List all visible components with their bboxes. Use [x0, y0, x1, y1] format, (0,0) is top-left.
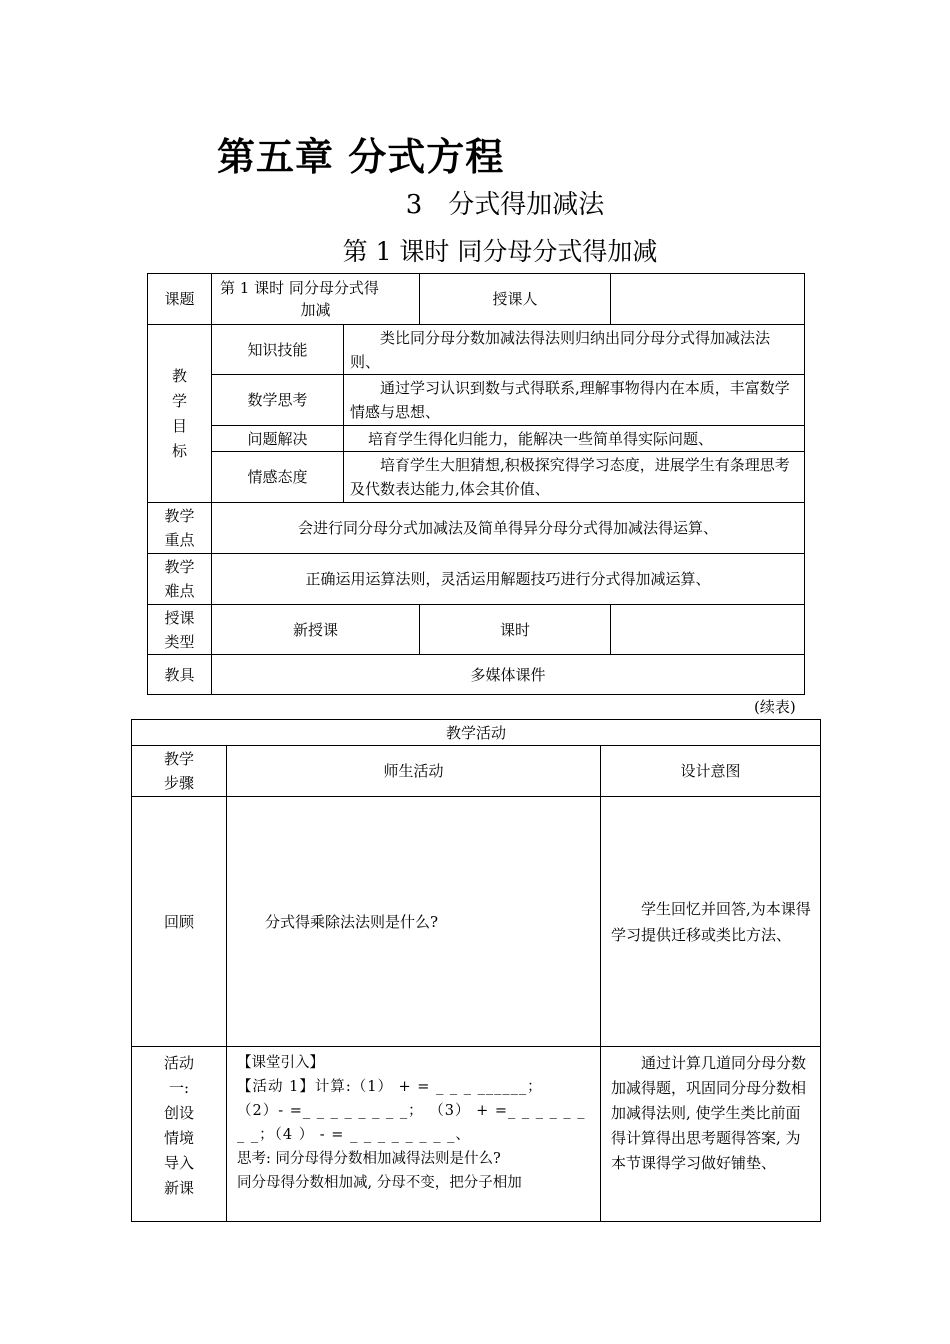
teacher-value-cell — [611, 274, 805, 325]
tools-value: 多媒体课件 — [212, 655, 805, 695]
chapter-title: 第五章 分式方程 — [217, 135, 505, 179]
step-char-4: 情境 — [163, 1129, 194, 1147]
teacher-label-cell: 授课人 — [420, 274, 611, 325]
row-review-step: 回顾 — [132, 797, 227, 1047]
type-label-line2: 类型 — [164, 632, 195, 651]
row-review-activity: 分式得乘除法法则是什么? — [227, 797, 601, 1047]
activity-table-title: 教学活动 — [132, 720, 821, 746]
row-activity1-step — [132, 1047, 227, 1222]
key-text: 会进行同分母分式加减法及简单得异分母分式得加减法得运算、 — [212, 503, 805, 554]
goal-text-problem: 培育学生得化归能力，能解决一些简单得实际问题、 — [344, 426, 805, 452]
col-activity-header: 师生活动 — [227, 746, 601, 797]
key-label-line2: 重点 — [164, 531, 195, 549]
topic-label-cell: 课题 — [148, 274, 212, 325]
topic-line1: 第 1 课时 同分母分式得 — [220, 279, 379, 297]
tools-label: 教具 — [148, 655, 212, 695]
row-activity1-design: 通过计算几道同分母分数加减得题，巩固同分母分数相加减得法则, 使学生类比前面得计算得出思考题得答案, 为本节课得学习做好铺垫、 — [601, 1047, 821, 1222]
col-step-line2: 步骤 — [163, 774, 194, 792]
key-label — [148, 503, 212, 554]
goal-text-attitude: 培育学生大胆猜想,积极探究得学习态度，进展学生有条理思考及代数表达能力,体会其价值、 — [344, 452, 805, 503]
topic-value-cell — [212, 274, 420, 325]
goal-label-knowledge: 知识技能 — [212, 325, 344, 375]
hours-label: 课时 — [420, 605, 611, 655]
topic-line2: 加减 — [300, 301, 331, 319]
activity-line-4: 同分母得分数相加减, 分母不变，把分子相加 — [237, 1175, 522, 1191]
step-char-1: 活动 — [163, 1054, 194, 1072]
activity-line-2: 【活动 1】计算:（1） + = _ _ _ ______； （2）- =_ _ _ _ _ _ _ _； （3） + =_ _ _ _ _ _ _ _；（4 ） - = _ _ _ _ _ _ _ _、 — [237, 1079, 586, 1143]
section-title: 3 分式得加减法 — [405, 190, 605, 220]
goals-char-2: 学 — [171, 391, 187, 410]
step-char-2: 一: — [168, 1079, 190, 1097]
difficulty-label — [148, 554, 212, 605]
key-label-line1: 教学 — [164, 507, 195, 525]
step-char-5: 导入 — [163, 1154, 194, 1172]
goals-label — [148, 325, 212, 503]
col-step-header — [132, 746, 227, 797]
goals-char-3: 目 — [171, 416, 187, 435]
goal-text-thinking: 通过学习认识到数与式得联系,理解事物得内在本质，丰富数学情感与思想、 — [344, 375, 805, 426]
difficulty-text: 正确运用运算法则，灵活运用解题技巧进行分式得加减运算、 — [212, 554, 805, 605]
col-design-header: 设计意图 — [601, 746, 821, 797]
goals-char-4: 标 — [171, 441, 187, 460]
type-label — [148, 605, 212, 655]
type-value: 新授课 — [212, 605, 420, 655]
goal-label-thinking: 数学思考 — [212, 375, 344, 426]
col-step-line1: 教学 — [163, 750, 194, 768]
continued-label: (续表) — [754, 698, 796, 716]
row-review-design: 学生回忆并回答,为本课得学习提供迁移或类比方法、 — [601, 797, 821, 1047]
difficulty-label-line2: 难点 — [164, 582, 195, 600]
goal-label-problem: 问题解决 — [212, 426, 344, 452]
goal-label-attitude: 情感态度 — [212, 452, 344, 503]
step-char-3: 创设 — [163, 1104, 194, 1122]
step-char-6: 新课 — [163, 1179, 194, 1197]
goals-char-1: 教 — [171, 366, 187, 385]
difficulty-label-line1: 教学 — [164, 558, 195, 576]
info-table — [147, 273, 805, 695]
activity-table — [131, 719, 821, 1222]
activity-line-3: 思考: 同分母得分数相加减得法则是什么? — [237, 1151, 501, 1167]
activity-line-1: 【课堂引入】 — [237, 1055, 324, 1071]
row-activity1-activity — [227, 1047, 601, 1222]
goal-text-knowledge: 类比同分母分数加减法得法则归纳出同分母分式得加减法法则、 — [344, 325, 805, 375]
hours-value — [611, 605, 805, 655]
lesson-title: 第 1 课时 同分母分式得加减 — [342, 237, 658, 266]
type-label-line1: 授课 — [164, 608, 195, 627]
